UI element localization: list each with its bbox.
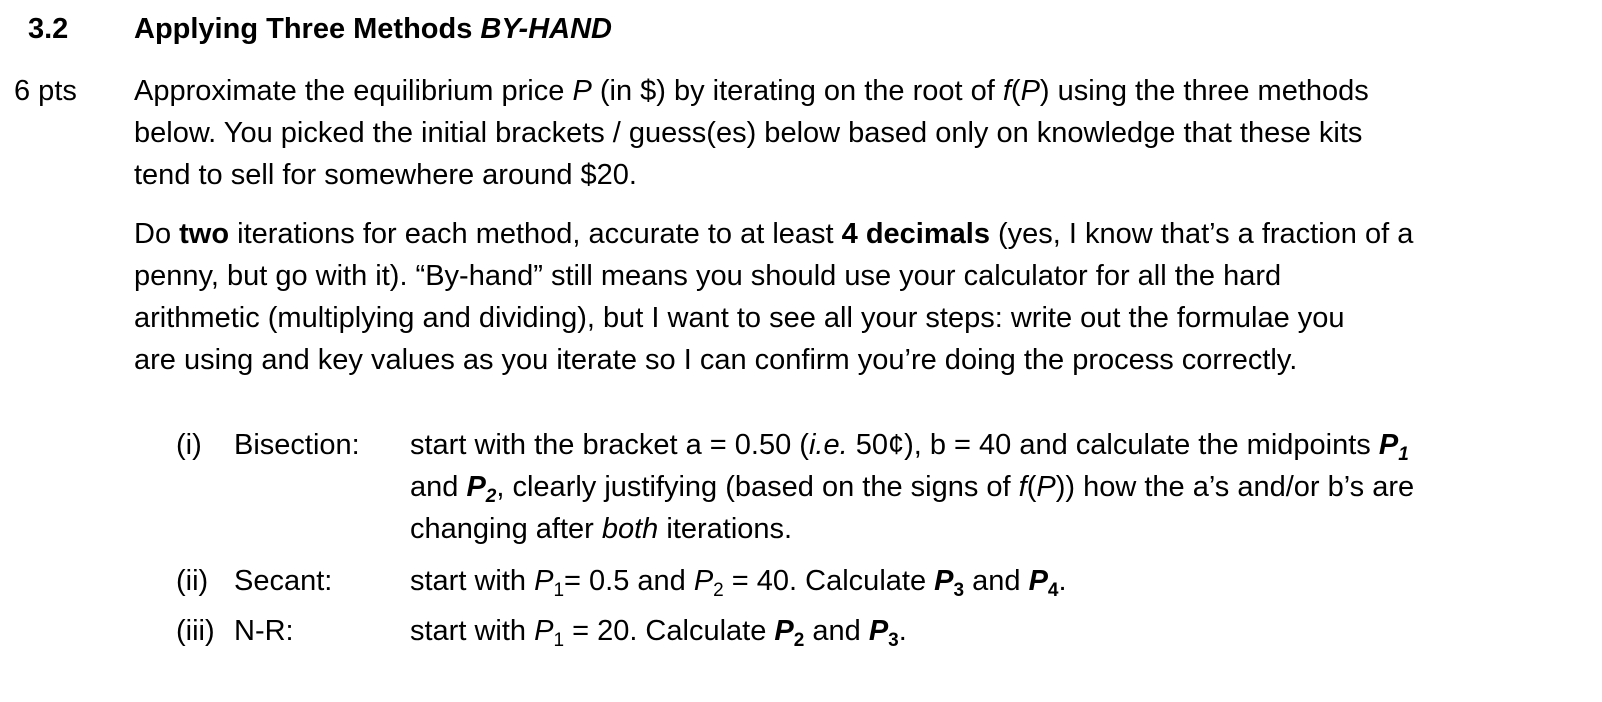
var-P: P [466, 471, 486, 503]
section-title [134, 8, 612, 50]
var-P: P [1020, 75, 1040, 107]
item-ii-label: Secant: [234, 565, 333, 597]
instructions-line-3: arithmetic (multiplying and dividing), but I want to see all your steps: write out the formulae you [134, 302, 1345, 334]
intro-line-2: below. You picked the initial brackets / guess(es) below based only on knowledge that these kits [134, 117, 1363, 149]
var-P: P [1036, 471, 1056, 503]
text: )) how the a’s and/or b’s are [1055, 471, 1415, 503]
item-i-label: Bisection: [234, 429, 360, 461]
var-P: P [1378, 429, 1399, 461]
text: ( [1010, 75, 1021, 107]
text: iterations for each method, accurate to at least [229, 218, 842, 250]
section-title-plain: Applying Three Methods [134, 13, 481, 45]
subscript: 2 [713, 580, 724, 601]
item-i-line-1 [410, 424, 1590, 466]
text: ) using the three methods [1039, 75, 1369, 107]
var-P: P [534, 615, 554, 647]
subscript: 3 [953, 580, 965, 601]
emphasis-two: two [179, 218, 230, 250]
item-i-text [410, 424, 1590, 550]
var-P: P [1028, 565, 1048, 597]
item-i-line-3 [410, 508, 1590, 550]
section-title-emphasis: BY-HAND [480, 13, 612, 45]
item-i-number: (i) [176, 429, 202, 461]
var-P: P [534, 565, 554, 597]
instructions-line-1 [134, 213, 1594, 255]
subscript: 3 [888, 630, 899, 651]
subscript: 1 [553, 580, 565, 601]
text: iterations. [658, 513, 793, 545]
var-P: P [934, 565, 954, 597]
item-i-line-2 [410, 466, 1590, 508]
text: Do [134, 218, 180, 250]
text: ( [1026, 471, 1037, 503]
emphasis-both: both [601, 513, 659, 545]
text: . [898, 615, 907, 647]
text: Approximate the equilibrium price [134, 75, 573, 107]
subscript: 2 [793, 630, 805, 651]
text: and [804, 615, 869, 647]
text: changing after [410, 513, 602, 545]
text: = 0.5 and [564, 565, 694, 597]
intro-line-1 [134, 70, 1594, 112]
subscript: 4 [1047, 580, 1059, 601]
text: and [410, 471, 467, 503]
text: start with [410, 615, 535, 647]
var-f: f [1002, 75, 1011, 107]
text: = 40. Calculate [723, 565, 935, 597]
text: . [1058, 565, 1067, 597]
text: 50¢), b = 40 and calculate the midpoints [847, 429, 1379, 461]
intro-line-3: tend to sell for somewhere around $20. [134, 159, 637, 191]
item-iii-number: (iii) [176, 615, 215, 647]
subscript: 1 [553, 630, 565, 651]
item-ii-text [410, 560, 1590, 602]
item-iii-text [410, 610, 1590, 652]
section-number: 3.2 [28, 13, 69, 45]
text-ie: i.e. [808, 429, 848, 461]
text: (yes, I know that’s a fraction of a [989, 218, 1414, 250]
subscript: 2 [485, 486, 497, 507]
text: (in $) by iterating on the root of [591, 75, 1003, 107]
var-f: f [1018, 471, 1027, 503]
instructions-line-4: are using and key values as you iterate so I can confirm you’re doing the process correctly. [134, 344, 1298, 376]
item-iii-line-1 [410, 610, 1590, 652]
var-P: P [774, 615, 794, 647]
instructions-paragraph [134, 213, 1594, 381]
text: = 20. Calculate [564, 615, 775, 647]
var-P: P [868, 615, 889, 647]
emphasis-decimals: 4 decimals [841, 218, 990, 250]
item-ii-line-1 [410, 560, 1590, 602]
text: start with [410, 565, 535, 597]
points-label: 6 pts [14, 75, 77, 107]
intro-paragraph [134, 70, 1594, 196]
subscript: 1 [1398, 444, 1409, 465]
item-ii-number: (ii) [176, 565, 209, 597]
text: , clearly justifying (based on the signs of [496, 471, 1019, 503]
var-P: P [572, 75, 592, 107]
text: and [964, 565, 1029, 597]
text: start with the bracket a = 0.50 ( [410, 429, 809, 461]
var-P: P [693, 565, 714, 597]
instructions-line-2: penny, but go with it). “By-hand” still means you should use your calculator for all the hard [134, 260, 1282, 292]
item-iii-label: N-R: [234, 615, 294, 647]
